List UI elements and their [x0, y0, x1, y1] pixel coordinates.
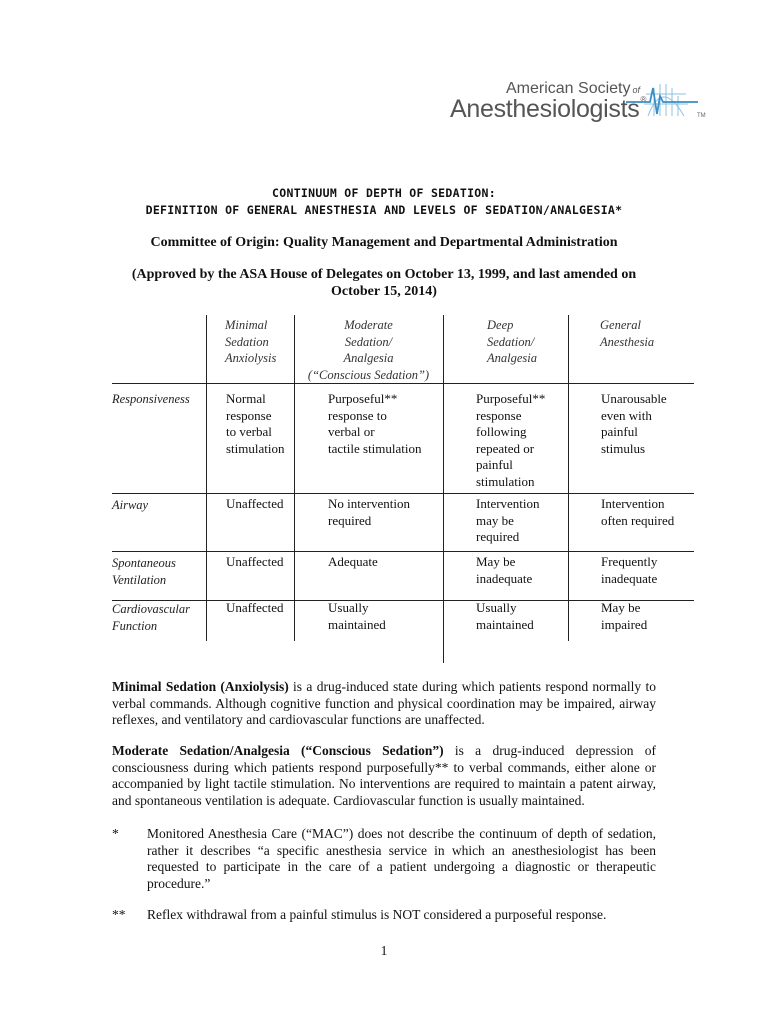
heartbeat-globe-icon	[626, 80, 698, 120]
logo-tm-mark: TM	[697, 113, 706, 119]
minimal-sedation-paragraph	[112, 679, 656, 729]
logo-society-text: American Society	[506, 80, 631, 97]
cell-line: Purposeful**	[476, 391, 546, 406]
table-cell	[601, 496, 693, 529]
cell-line: often required	[601, 512, 675, 528]
moderate-sedation-term: Moderate Sedation/Analgesia (“Conscious Sedation”)	[112, 743, 444, 758]
table-cell	[601, 554, 693, 587]
table-vrule	[443, 315, 444, 663]
row-label-line: Airway	[112, 498, 149, 512]
header-line: Anesthesia	[600, 334, 655, 349]
document-title-line2: DEFINITION OF GENERAL ANESTHESIA AND LEVELS OF SEDATION/ANALGESIA*	[145, 203, 623, 217]
logo-registered-mark: ®	[640, 95, 647, 104]
column-header-minimal	[225, 317, 295, 367]
cell-line: No intervention	[328, 496, 410, 511]
cell-line: Unarousable	[601, 391, 667, 406]
row-label-responsiveness	[112, 391, 206, 408]
cell-line: maintained	[476, 616, 534, 632]
cell-line: impaired	[601, 616, 648, 632]
cell-line: Usually	[476, 600, 517, 615]
table-cell	[476, 496, 568, 546]
page-number: 1	[380, 943, 388, 958]
logo-anesthesiologists-text: Anesthesiologists	[450, 95, 640, 123]
table-cell	[601, 600, 693, 633]
cell-line: May be	[601, 600, 641, 615]
moderate-sedation-definition: is a drug-induced depression of consciousness during which patients respond purposefully** to verbal commands, either alone or accompanied by light tactile stimulation. No interventions are required to maintain a patent airway, and spontaneous ventilation is adequate. Cardiovascular function is usually maintained.	[112, 743, 656, 808]
table-cell	[226, 600, 296, 617]
cell-line: stimulus	[601, 440, 646, 456]
table-cell	[328, 600, 443, 633]
header-line: Sedation/	[487, 334, 535, 349]
row-label-line: Cardiovascular	[112, 602, 191, 616]
cell-line: to verbal	[226, 424, 272, 439]
table-cell	[328, 391, 443, 457]
cell-line: painful	[601, 424, 638, 439]
asa-logo	[448, 80, 718, 130]
header-line: Deep	[487, 318, 514, 332]
cell-line: response to	[328, 407, 387, 423]
table-hrule	[112, 383, 694, 384]
cell-line: may be	[476, 512, 514, 528]
row-label-spontaneous-ventilation	[112, 555, 206, 588]
cell-line: inadequate	[601, 570, 658, 586]
cell-line: stimulation	[476, 473, 535, 489]
footnote-mark: **	[112, 907, 126, 922]
table-cell	[476, 554, 568, 587]
table-cell	[476, 600, 568, 633]
column-header-moderate	[294, 317, 443, 383]
table-cell	[226, 391, 296, 457]
cell-line: Usually	[328, 600, 369, 615]
row-label-line: Responsiveness	[112, 392, 190, 406]
cell-line: painful	[476, 457, 513, 472]
cell-line: repeated or	[476, 440, 535, 456]
logo-line2	[450, 95, 646, 124]
cell-line: required	[328, 512, 372, 528]
column-header-deep	[487, 317, 567, 367]
header-line: Sedation	[225, 334, 269, 349]
cell-line: inadequate	[476, 570, 533, 586]
document-title-line1: CONTINUUM OF DEPTH OF SEDATION:	[272, 186, 496, 200]
table-cell	[601, 391, 693, 457]
row-label-line: Spontaneous	[112, 556, 176, 570]
cell-line: Intervention	[476, 496, 540, 511]
minimal-sedation-definition: is a drug-induced state during which patients respond normally to verbal commands. Although cognitive function and physical coordination may be impaired, airway reflexes, and ventilatory and cardiovascular functions are unaffected.	[112, 679, 656, 727]
minimal-sedation-term: Minimal Sedation (Anxiolysis)	[112, 679, 289, 694]
table-vrule	[568, 315, 569, 641]
cell-line: Unaffected	[226, 600, 284, 615]
cell-line: required	[476, 529, 520, 544]
cell-line: even with	[601, 407, 652, 423]
cell-line: Frequently	[601, 554, 658, 569]
moderate-sedation-paragraph	[112, 743, 656, 809]
cell-line: verbal or	[328, 424, 375, 439]
table-cell	[226, 554, 296, 571]
row-label-cardiovascular-function	[112, 601, 206, 634]
cell-line: Normal	[226, 391, 266, 406]
logo-of-text: of	[632, 85, 641, 95]
column-header-general	[600, 317, 690, 350]
cell-line: response	[226, 407, 272, 423]
table-cell	[476, 391, 568, 490]
cell-line: Intervention	[601, 496, 665, 511]
header-line: (“Conscious Sedation”)	[307, 367, 430, 382]
row-label-line: Ventilation	[112, 572, 167, 587]
cell-line: Unaffected	[226, 554, 284, 569]
row-label-airway	[112, 497, 206, 514]
table-cell	[328, 554, 443, 571]
sedation-table	[112, 315, 694, 663]
header-line: General	[600, 318, 641, 332]
header-line: Minimal	[225, 318, 268, 332]
footnote-mark: *	[112, 826, 119, 841]
header-line: Moderate	[344, 318, 393, 332]
table-hrule	[112, 551, 694, 552]
cell-line: response	[476, 407, 522, 423]
header-line: Sedation/	[344, 334, 393, 349]
cell-line: maintained	[328, 616, 386, 632]
cell-line: Unaffected	[226, 496, 284, 511]
header-line: Anxiolysis	[225, 351, 277, 365]
cell-line: Purposeful**	[328, 391, 398, 406]
table-cell	[328, 496, 443, 529]
footnote-mac: Monitored Anesthesia Care (“MAC”) does not describe the continuum of depth of sedation, rather it describes “a specific anesthesia service in which an anesthesiologist has been requested to participate in the care of a patient undergoing a diagnostic or therapeutic procedure.”	[147, 826, 656, 891]
header-line: Analgesia	[343, 351, 394, 365]
table-hrule	[112, 493, 694, 494]
cell-line: May be	[476, 554, 516, 569]
header-line: Analgesia	[487, 351, 537, 365]
table-cell	[226, 496, 296, 513]
approval-note: (Approved by the ASA House of Delegates on October 13, 1999, and last amended on October 15, 2014)	[131, 267, 637, 299]
cell-line: tactile stimulation	[328, 440, 422, 456]
cell-line: stimulation	[226, 440, 285, 456]
table-vrule	[206, 315, 207, 641]
cell-line: Adequate	[328, 554, 378, 569]
row-label-line: Function	[112, 618, 158, 633]
footnote-reflex: Reflex withdrawal from a painful stimulus is NOT considered a purposeful response.	[147, 907, 607, 922]
cell-line: following	[476, 424, 527, 439]
committee-of-origin: Committee of Origin: Quality Management and Departmental Administration	[150, 235, 618, 250]
